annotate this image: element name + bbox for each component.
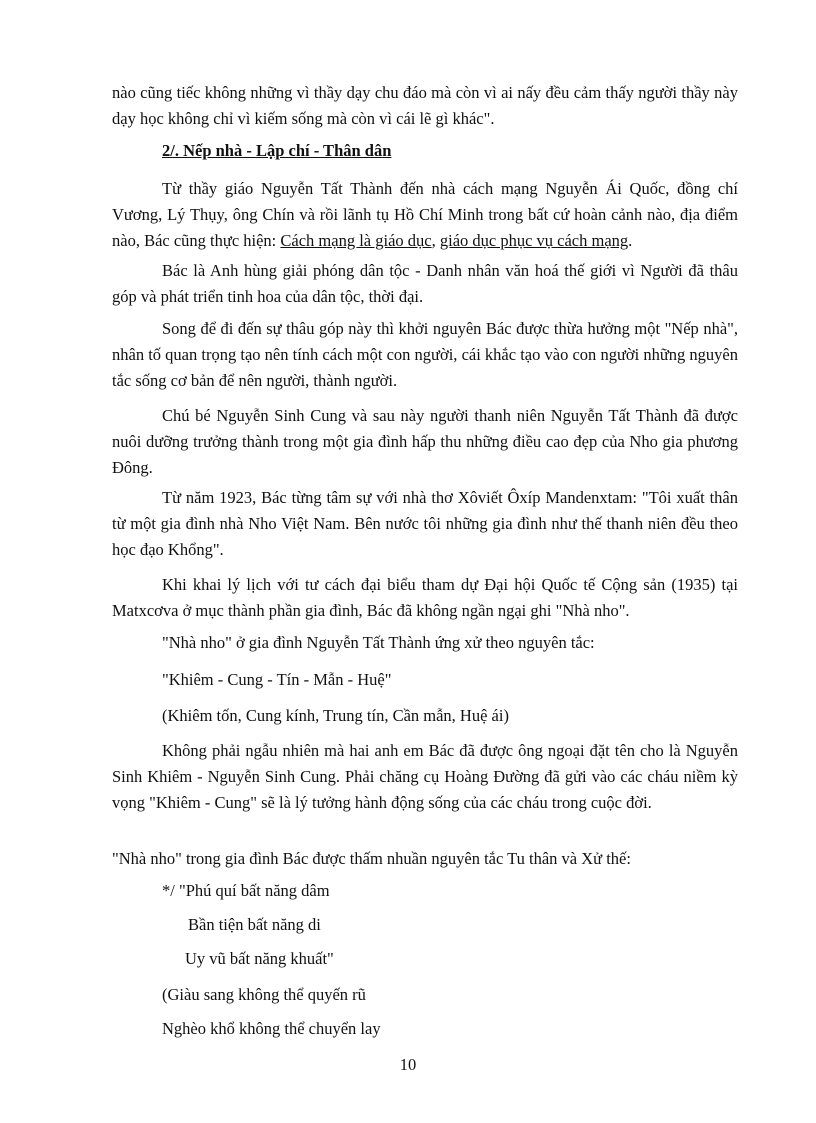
paragraph-2: Bác là Anh hùng giải phóng dân tộc - Danh nhân văn hoá thế giới vì Người đã thâu góp và phát triển tinh hoa của dân tộc, thời đại. bbox=[112, 261, 738, 306]
page-number: 10 bbox=[399, 1055, 417, 1074]
underlined-phrase-2: giáo dục phục vụ cách mạng bbox=[439, 231, 629, 250]
poem-line-3: Uy vũ bất năng khuất" bbox=[185, 949, 334, 968]
paragraph-11: "Nhà nho" trong gia đình Bác được thấm nhuần nguyên tắc Tu thân và Xử thế: bbox=[112, 849, 631, 868]
section-heading: 2/. Nếp nhà - Lập chí - Thân dân bbox=[162, 141, 392, 160]
poem-line-4: (Giàu sang không thể quyến rũ bbox=[162, 985, 366, 1004]
paragraph-continuation: nào cũng tiếc không những vì thầy dạy chu đáo mà còn vì ai nấy đều cảm thấy người thầy này dạy học không chỉ vì kiếm sống mà còn vì cái lẽ gì khác". bbox=[112, 83, 738, 128]
paragraph-4: Chú bé Nguyễn Sinh Cung và sau này người thanh niên Nguyễn Tất Thành đã được nuôi dưỡng trưởng thành trong một gia đình hấp thu những điều cao đẹp của Nho gia phương Đông. bbox=[112, 406, 738, 477]
paragraph-5: Từ năm 1923, Bác từng tâm sự với nhà thơ Xôviết Ôxíp Mandenxtam: "Tôi xuất thân từ một gia đình nhà Nho Việt Nam. Bên nước tôi những gia đình như thế thanh niên đều theo học đạo Khổng". bbox=[112, 488, 738, 559]
poem-line-5: Nghèo khổ không thể chuyển lay bbox=[162, 1019, 381, 1038]
principles-line: "Khiêm - Cung - Tín - Mẫn - Huệ" bbox=[162, 670, 392, 689]
paragraph-1-separator: , bbox=[431, 231, 440, 250]
paragraph-1 bbox=[112, 176, 738, 254]
paragraph-1-end: . bbox=[628, 231, 633, 250]
principles-meaning: (Khiêm tốn, Cung kính, Trung tín, Cần mẫn, Huệ ái) bbox=[162, 706, 509, 725]
paragraph-3: Song để đi đến sự thâu góp này thì khởi nguyên Bác được thừa hưởng một "Nếp nhà", nhân tố quan trọng tạo nên tính cách một con người, cái khắc tạo vào con người những nguyên tắc sống cơ bản để nên người, thành người. bbox=[112, 319, 738, 390]
poem-line-1: */ "Phú quí bất năng dâm bbox=[162, 881, 330, 900]
paragraph-1-lead: Từ thầy giáo Nguyễn Tất Thành đến nhà cách mạng Nguyễn Ái Quốc, đồng chí Vương, Lý Thụy, ông Chín và rồi lãnh tụ Hồ Chí Minh trong bất cứ hoàn cảnh nào, địa điểm nào, Bác cũng thực hiện: bbox=[112, 179, 738, 250]
underlined-phrase-1: Cách mạng là giáo dục bbox=[280, 231, 432, 250]
paragraph-6: Khi khai lý lịch với tư cách đại biểu tham dự Đại hội Quốc tế Cộng sản (1935) tại Matxcơva ở mục thành phần gia đình, Bác đã không ngần ngại ghi "Nhà nho". bbox=[112, 575, 738, 620]
paragraph-7: "Nhà nho" ở gia đình Nguyễn Tất Thành ứng xử theo nguyên tắc: bbox=[162, 633, 595, 652]
poem-line-2: Bần tiện bất năng di bbox=[188, 915, 321, 934]
paragraph-10: Không phải ngẫu nhiên mà hai anh em Bác đã được ông ngoại đặt tên cho là Nguyễn Sinh Khiêm - Nguyễn Sinh Cung. Phải chăng cụ Hoàng Đường đã gửi vào các cháu niềm kỳ vọng "Khiêm - Cung" sẽ là lý tưởng hành động sống của các cháu trong cuộc đời. bbox=[112, 741, 738, 812]
